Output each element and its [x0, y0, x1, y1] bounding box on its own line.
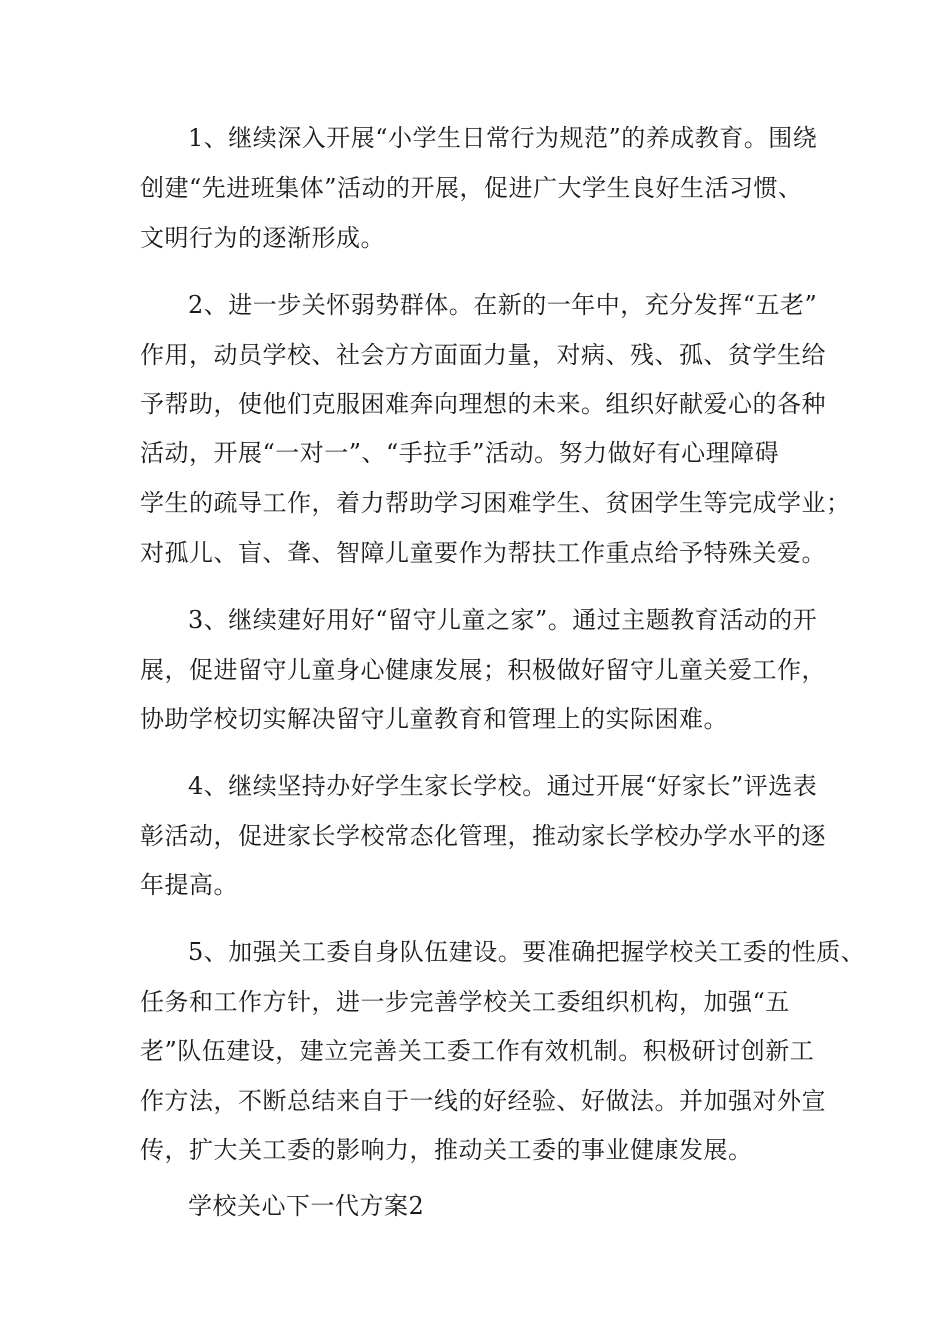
paragraph-2-line-6: 对孤儿、盲、聋、智障儿童要作为帮扶工作重点给予特殊关爱。: [140, 539, 826, 567]
paragraph-5-line-2: 任务和工作方针，进一步完善学校关工委组织机构，加强“五: [140, 988, 790, 1016]
paragraph-5-line-4: 作方法，不断总结来自于一线的好经验、好做法。并加强对外宣: [140, 1087, 826, 1115]
paragraph-4-line-3: 年提高。: [140, 871, 238, 899]
paragraph-3-line-3: 协助学校切实解决留守儿童教育和管理上的实际困难。: [140, 705, 728, 733]
paragraph-5-line-1: 5、加强关工委自身队伍建设。要准确把握学校关工委的性质、: [188, 938, 866, 966]
paragraph-3-line-2: 展，促进留守儿童身心健康发展；积极做好留守儿童关爱工作，: [140, 656, 826, 684]
paragraph-4-line-2: 彰活动，促进家长学校常态化管理，推动家长学校办学水平的逐: [140, 822, 826, 850]
paragraph-2-line-2: 作用，动员学校、社会方方面面力量，对病、残、孤、贫学生给: [140, 341, 826, 369]
paragraph-3-line-1: 3、继续建好用好“留守儿童之家”。通过主题教育活动的开: [188, 606, 818, 634]
paragraph-2-line-5: 学生的疏导工作，着力帮助学习困难学生、贫困学生等完成学业；: [140, 489, 851, 517]
paragraph-5-line-5: 传，扩大关工委的影响力，推动关工委的事业健康发展。: [140, 1136, 753, 1164]
paragraph-5-line-3: 老”队伍建设，建立完善关工委工作有效机制。积极研讨创新工: [140, 1037, 815, 1065]
paragraph-4-line-1: 4、继续坚持办好学生家长学校。通过开展“好家长”评选表: [188, 772, 818, 800]
paragraph-1-line-2: 创建“先进班集体”活动的开展，促进广大学生良好生活习惯、: [140, 174, 803, 202]
section-title: 学校关心下一代方案2: [188, 1192, 425, 1220]
paragraph-2-line-3: 予帮助，使他们克服困难奔向理想的未来。组织好献爱心的各种: [140, 390, 826, 418]
paragraph-2-line-1: 2、进一步关怀弱势群体。在新的一年中，充分发挥“五老”: [188, 291, 818, 319]
paragraph-1-line-1: 1、继续深入开展“小学生日常行为规范”的养成教育。围绕: [188, 124, 818, 152]
paragraph-2-line-4: 活动，开展“一对一”、“手拉手”活动。努力做好有心理障碍: [140, 439, 780, 467]
paragraph-1-line-3: 文明行为的逐渐形成。: [140, 224, 385, 252]
